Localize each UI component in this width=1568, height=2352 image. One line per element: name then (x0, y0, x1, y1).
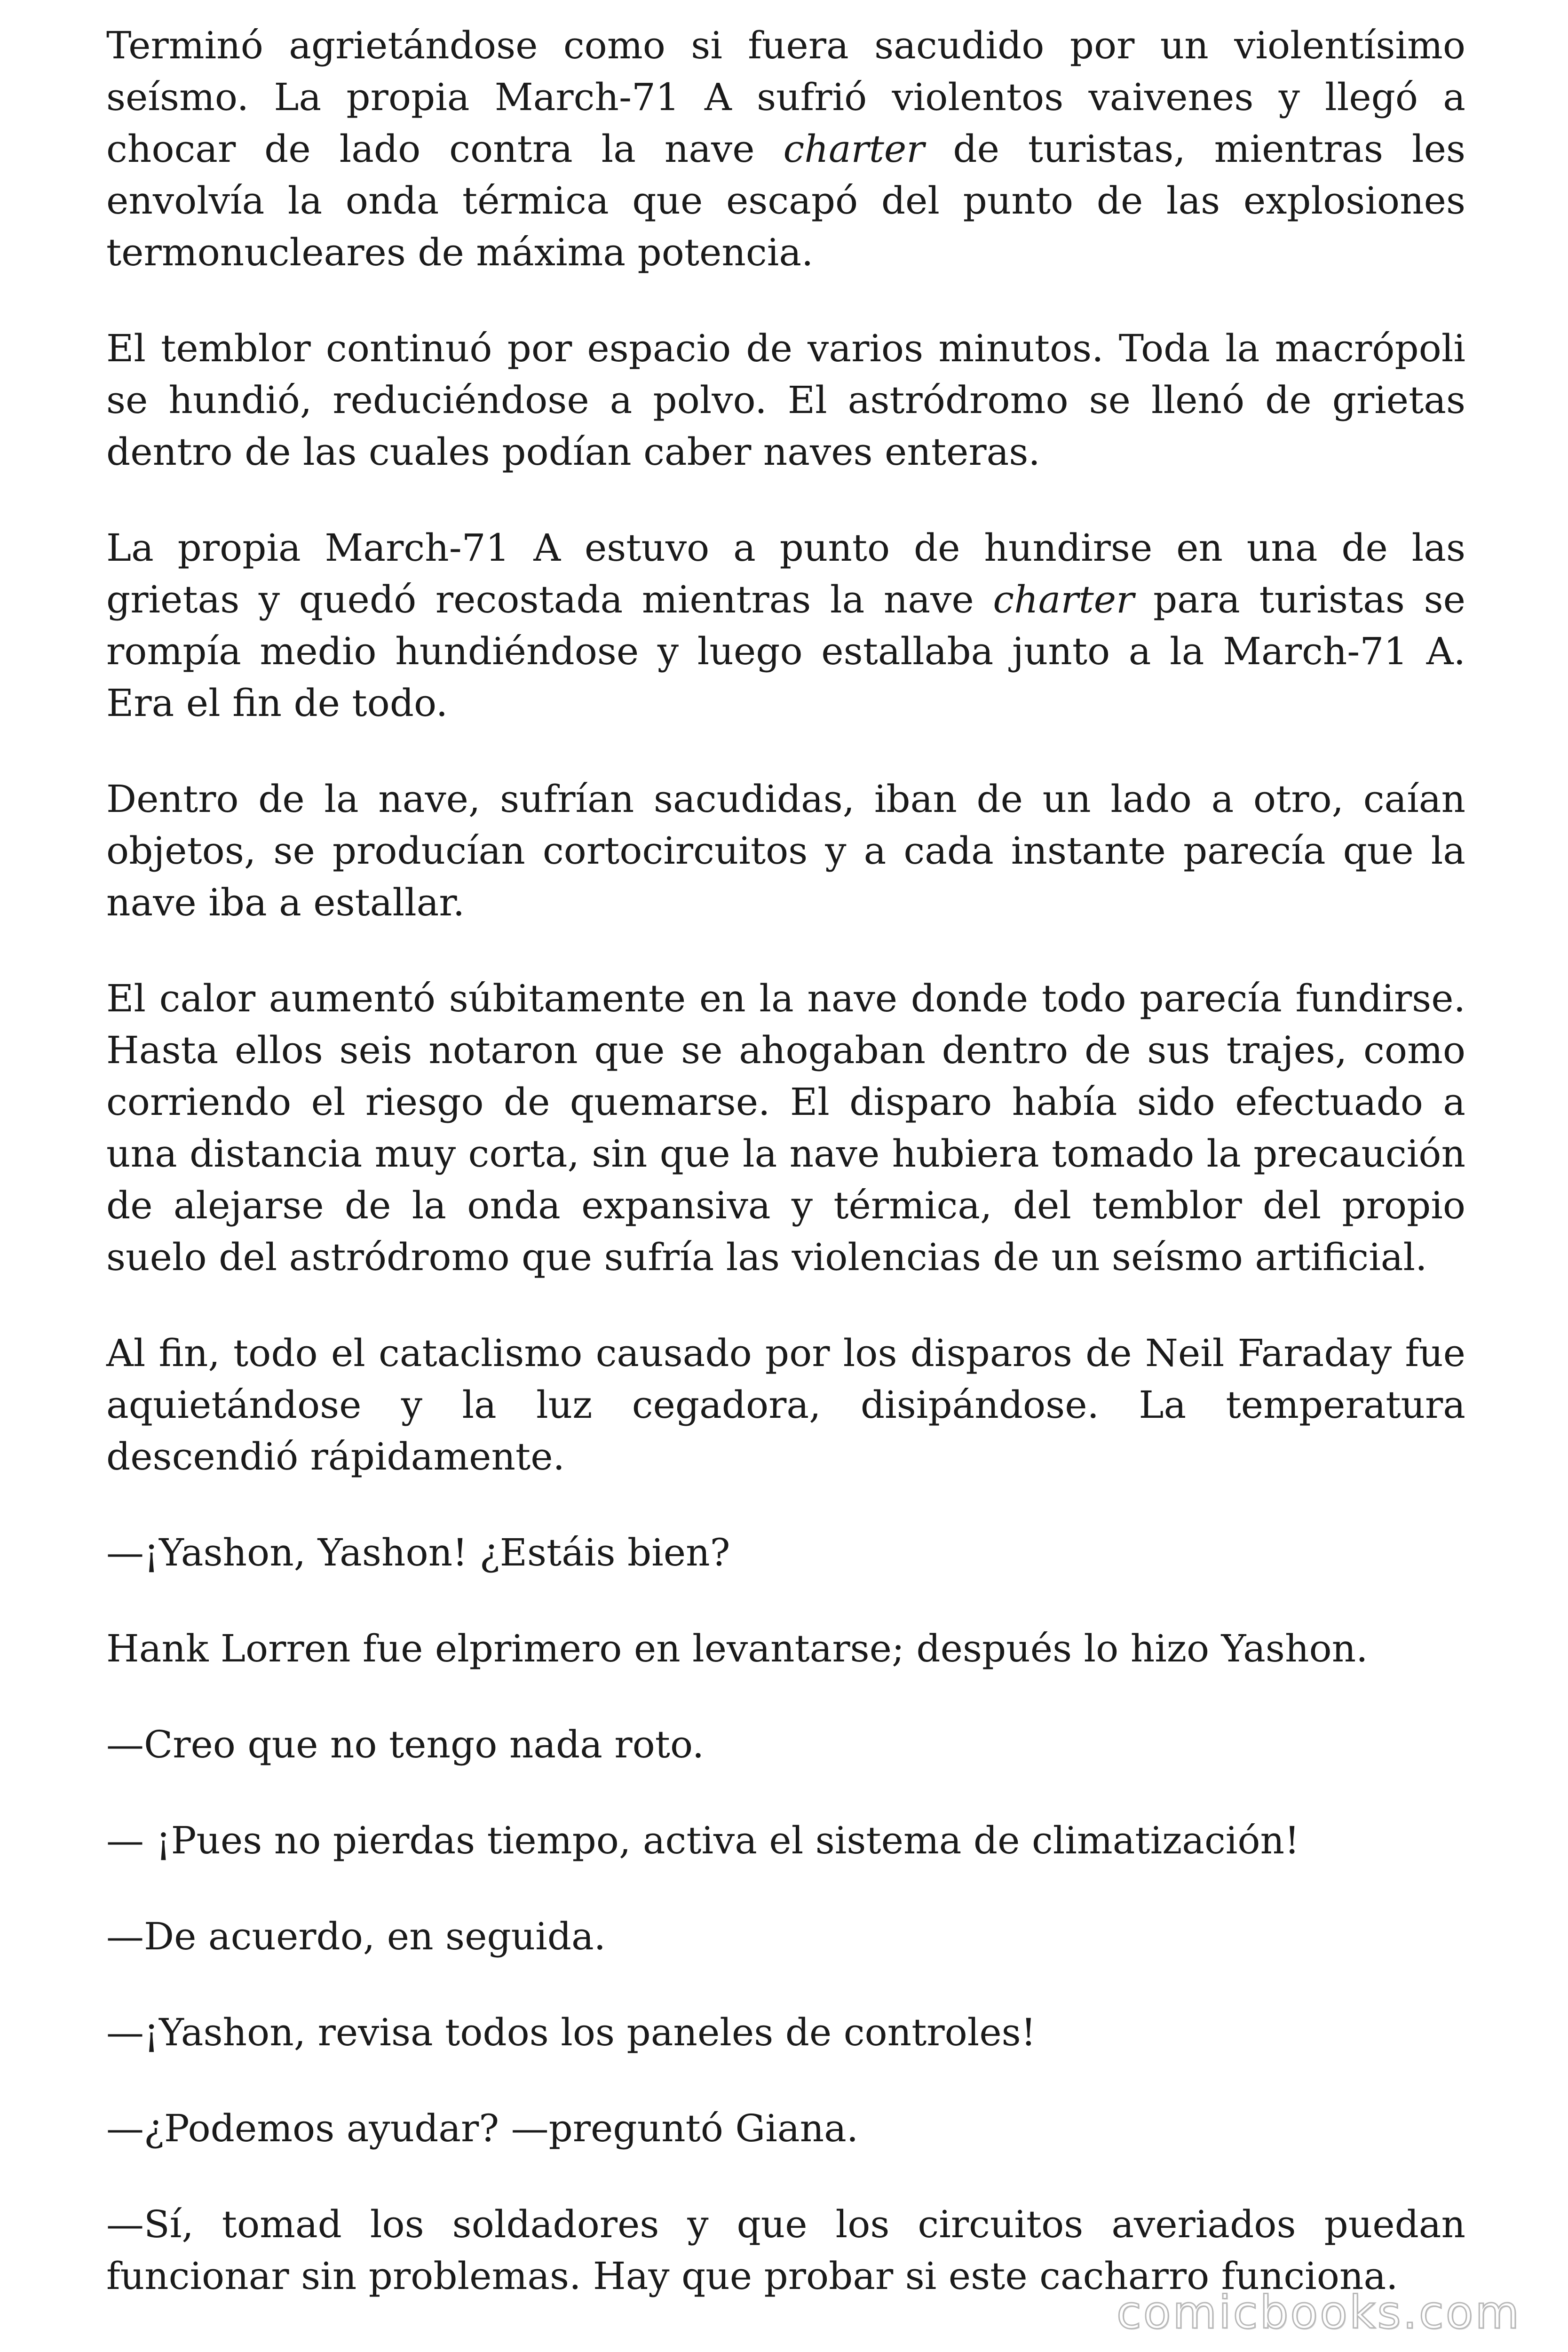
dialogue-line-5: —¡Yashon, revisa todos los paneles de controles! (106, 2010, 1036, 2054)
paragraph-2: El temblor continuó por espacio de varios minutos. Toda la macrópoli se hundió, reduciéndose a polvo. El astródromo se llenó de grietas dentro de las cuales podían caber naves enteras. (106, 326, 1465, 474)
paragraph-7: Hank Lorren fue elprimero en levantarse; después lo hizo Yashon. (106, 1627, 1368, 1670)
dialogue-line-1: —¡Yashon, Yashon! ¿Estáis bien? (106, 1531, 730, 1574)
paragraph-1: Terminó agrietándose como si fuera sacudido por un violentísimo seísmo. La propia March-71 A sufrió violentos vaivenes y llegó a chocar de lado contra la nave charter de turistas, mientras les envolvía la onda térmica que escapó del punto de las explosiones termonucleares de máxima potencia. (106, 24, 1465, 274)
watermark-text: comicbooks.com (1116, 2286, 1521, 2339)
dialogue-line-3: — ¡Pues no pierdas tiempo, activa el sistema de climatización! (106, 1819, 1300, 1862)
paragraph-4: Dentro de la nave, sufrían sacudidas, iban de un lado a otro, caían objetos, se producían cortocircuitos y a cada instante parecía que la nave iba a estallar. (106, 777, 1465, 924)
paragraph-6: Al fin, todo el cataclismo causado por los disparos de Neil Faraday fue aquietándose y la luz cegadora, disipándose. La temperatura descendió rápidamente. (106, 1331, 1465, 1478)
paragraph-3: La propia March-71 A estuvo a punto de hundirse en una de las grietas y quedó recostada mientras la nave charter para turistas se rompía medio hundiéndose y luego estallaba junto a la March-71 A. Era el fin de todo. (106, 526, 1465, 725)
document-page (106, 20, 1465, 2346)
dialogue-line-2: —Creo que no tengo nada roto. (106, 1723, 705, 1766)
paragraph-5: El calor aumentó súbitamente en la nave donde todo parecía fundirse. Hasta ellos seis notaron que se ahogaban dentro de sus trajes, como corriendo el riesgo de quemarse. El disparo había sido efectuado a una distancia muy corta, sin que la nave hubiera tomado la precaución de alejarse de la onda expansiva y térmica, del temblor del propio suelo del astródromo que sufría las violencias de un seísmo artificial. (106, 977, 1465, 1279)
dialogue-line-7: —Sí, tomad los soldadores y que los circuitos averiados puedan funcionar sin problemas. Hay que probar si este cacharro funciona. (106, 2202, 1465, 2298)
dialogue-line-4: —De acuerdo, en seguida. (106, 1915, 606, 1958)
dialogue-line-6: —¿Podemos ayudar? —preguntó Giana. (106, 2106, 859, 2150)
